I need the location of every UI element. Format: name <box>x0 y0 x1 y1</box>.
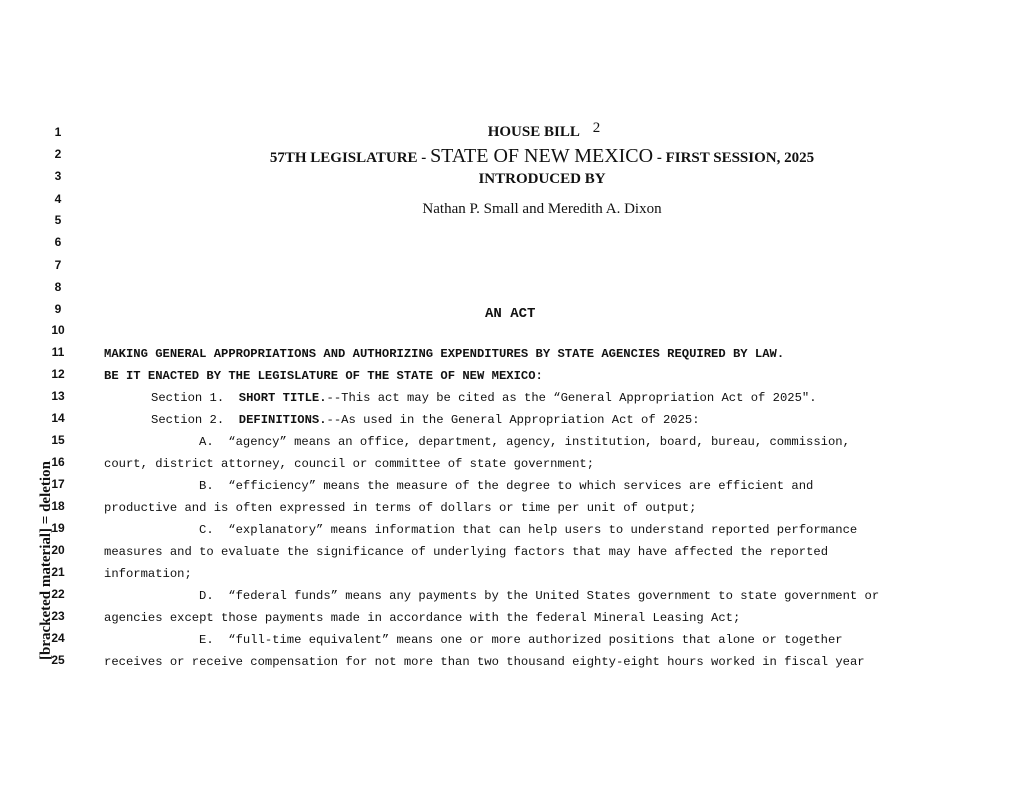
section-2-text: --As used in the General Appropriation Act of 2025: <box>326 413 700 427</box>
section-1 <box>151 391 817 405</box>
definition-a-line-1: A. “agency” means an office, department, agency, institution, board, bureau, commission, <box>199 435 850 449</box>
definition-e-line-1: E. “full-time equivalent” means one or more authorized positions that alone or together <box>199 633 843 647</box>
line-number: 5 <box>54 213 62 227</box>
line-number: 3 <box>54 169 62 183</box>
line-number: 19 <box>51 521 65 535</box>
line-number: 18 <box>51 499 65 513</box>
line-number: 20 <box>51 543 65 557</box>
house-bill-label: HOUSE BILL <box>487 124 580 140</box>
line-number: 9 <box>54 302 62 316</box>
enacting-clause: BE IT ENACTED BY THE LEGISLATURE OF THE STATE OF NEW MEXICO: <box>104 369 543 383</box>
section-2-label: Section 2. <box>151 413 239 427</box>
line-number: 2 <box>54 147 62 161</box>
section-1-text: --This act may be cited as the “General Appropriation Act of 2025". <box>326 391 817 405</box>
line-number: 15 <box>51 433 65 447</box>
deletion-legend-text: [bracketed material] = deletion <box>38 461 54 660</box>
definition-a-line-2: court, district attorney, council or committee of state government; <box>104 457 595 471</box>
section-2-title: DEFINITIONS. <box>238 413 327 427</box>
line-number: 4 <box>54 192 62 206</box>
line-number: 10 <box>51 323 65 337</box>
sponsors: Nathan P. Small and Meredith A. Dixon <box>422 201 662 217</box>
line-number: 23 <box>51 609 65 623</box>
definition-e-line-2: receives or receive compensation for not more than two thousand eighty-eight hours worked in fiscal year <box>104 655 865 669</box>
definition-c-line-3: information; <box>104 567 192 581</box>
introduced-by: INTRODUCED BY <box>478 171 606 187</box>
line-number: 24 <box>51 631 65 645</box>
act-purpose: MAKING GENERAL APPROPRIATIONS AND AUTHORIZING EXPENDITURES BY STATE AGENCIES REQUIRED BY LAW. <box>104 347 785 361</box>
line-number: 13 <box>51 389 65 403</box>
definition-c-line-1: C. “explanatory” means information that can help users to understand reported performance <box>199 523 858 537</box>
section-1-title: SHORT TITLE. <box>238 391 327 405</box>
section-2 <box>151 413 700 427</box>
line-number: 21 <box>51 565 65 579</box>
an-act-heading: AN ACT <box>485 306 536 322</box>
definition-d-line-2: agencies except those payments made in accordance with the federal Mineral Leasing Act; <box>104 611 741 625</box>
line-number: 22 <box>51 587 65 601</box>
line-number: 17 <box>51 477 65 491</box>
bill-title <box>0 120 1024 141</box>
deletion-legend <box>38 452 58 662</box>
line-number: 8 <box>54 280 62 294</box>
session-label: - FIRST SESSION, 2025 <box>653 150 815 166</box>
definition-b-line-1: B. “efficiency” means the measure of the degree to which services are efficient and <box>199 479 814 493</box>
section-1-label: Section 1. <box>151 391 239 405</box>
line-number: 12 <box>51 367 65 381</box>
line-number: 14 <box>51 411 65 425</box>
state-name: STATE OF NEW MEXICO <box>430 145 654 167</box>
definition-c-line-2: measures and to evaluate the significance of underlying factors that may have affected the reported <box>104 545 829 559</box>
bill-number: 2 <box>592 120 601 136</box>
line-number: 25 <box>51 653 65 667</box>
definition-b-line-2: productive and is often expressed in terms of dollars or time per unit of output; <box>104 501 697 515</box>
session-line <box>0 145 1024 168</box>
line-number: 1 <box>54 125 62 139</box>
line-number: 11 <box>51 345 65 359</box>
line-number: 7 <box>54 258 62 272</box>
definition-d-line-1: D. “federal funds” means any payments by the United States government to state government or <box>199 589 880 603</box>
legislature-label: 57TH LEGISLATURE - <box>269 150 431 166</box>
line-number: 16 <box>51 455 65 469</box>
line-number: 6 <box>54 235 62 249</box>
